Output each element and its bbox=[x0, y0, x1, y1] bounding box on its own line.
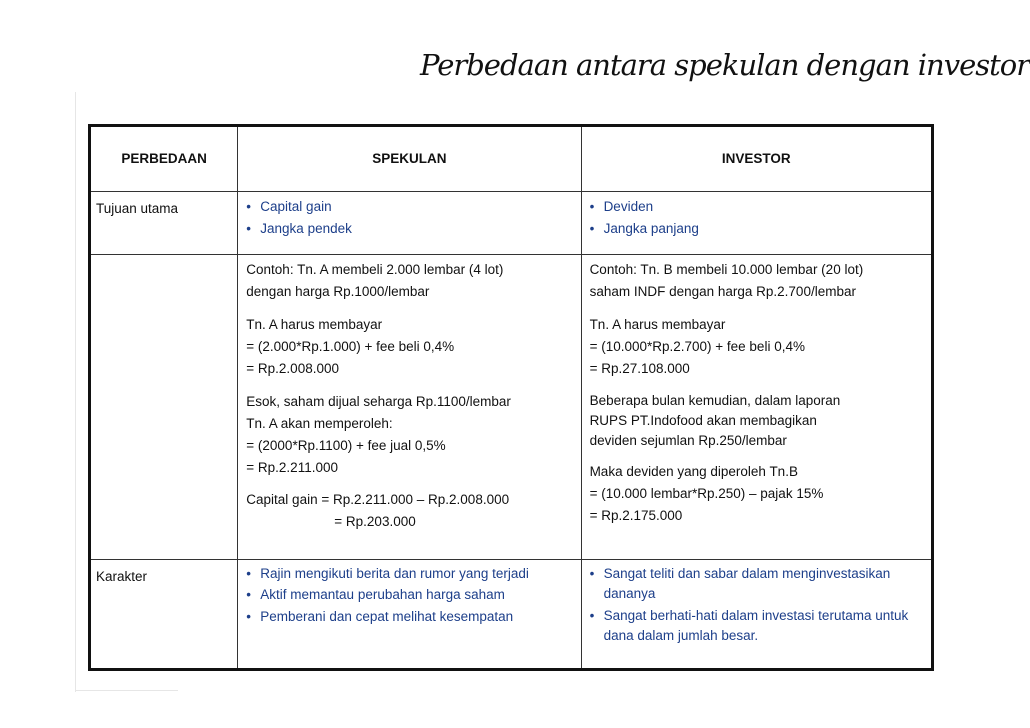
example-text: = (10.000*Rp.2.700) + fee beli 0,4% bbox=[589, 339, 805, 354]
slide-edge-line-bottom bbox=[75, 690, 178, 691]
example-text: dengan harga Rp.1000/lembar bbox=[246, 284, 430, 299]
example-text: = Rp.27.108.000 bbox=[589, 361, 690, 376]
example-text: Maka deviden yang diperoleh Tn.B bbox=[589, 464, 798, 479]
list-item: • Jangka panjang bbox=[590, 218, 923, 240]
row-tujuan-utama bbox=[90, 192, 933, 255]
list-item: • Jangka pendek bbox=[246, 218, 572, 240]
list-item: • Rajin mengikuti berita dan rumor yang terjadi bbox=[246, 564, 572, 584]
header-row bbox=[90, 126, 933, 192]
cell-contoh-spekulan bbox=[238, 255, 581, 560]
example-text: Tn. A akan memperoleh: bbox=[246, 416, 393, 431]
page-title: Perbedaan antara spekulan dengan investor bbox=[420, 48, 1030, 82]
example-text: deviden sejumlan Rp.250/lembar bbox=[589, 433, 787, 448]
example-text: Tn. A harus membayar bbox=[246, 317, 383, 332]
slide-edge-line bbox=[75, 92, 76, 692]
example-text: = Rp.2.175.000 bbox=[589, 508, 683, 523]
list-item: • Pemberani dan cepat melihat kesempatan bbox=[246, 606, 572, 628]
bullet-list bbox=[590, 564, 923, 646]
example-text: = Rp.203.000 bbox=[334, 514, 416, 529]
header-perbedaan: PERBEDAAN bbox=[90, 126, 238, 192]
list-item: • Sangat berhati-hati dalam investasi terutama untuk dana dalam jumlah besar. bbox=[590, 606, 923, 646]
example-text: Contoh: Tn. B membeli 10.000 lembar (20 lot) bbox=[589, 262, 864, 277]
list-item: • Aktif memantau perubahan harga saham bbox=[246, 584, 572, 606]
label-karakter: Karakter bbox=[90, 560, 238, 670]
example-text: Capital gain = Rp.2.211.000 – Rp.2.008.000 bbox=[246, 492, 510, 507]
example-text: saham INDF dengan harga Rp.2.700/lembar bbox=[589, 284, 856, 299]
example-text: Contoh: Tn. A membeli 2.000 lembar (4 lot) bbox=[246, 262, 504, 277]
example-text: = (2.000*Rp.1.000) + fee beli 0,4% bbox=[246, 339, 455, 354]
example-text: = Rp.2.008.000 bbox=[246, 361, 339, 376]
cell-tujuan-investor bbox=[581, 192, 932, 255]
list-item: • Sangat teliti dan sabar dalam menginvestasikan dananya bbox=[590, 564, 923, 604]
cell-karakter-investor bbox=[581, 560, 932, 670]
bullet-list bbox=[246, 564, 572, 628]
header-spekulan: SPEKULAN bbox=[238, 126, 581, 192]
label-tujuan-utama: Tujuan utama bbox=[90, 192, 238, 255]
bullet-list bbox=[246, 196, 572, 240]
row-contoh bbox=[90, 255, 933, 560]
comparison-table bbox=[88, 124, 934, 671]
example-text: = (10.000 lembar*Rp.250) – pajak 15% bbox=[589, 486, 824, 501]
row-karakter bbox=[90, 560, 933, 670]
list-item: • Deviden bbox=[590, 196, 923, 218]
label-empty bbox=[90, 255, 238, 560]
example-text: Esok, saham dijual seharga Rp.1100/lembar bbox=[246, 394, 511, 409]
cell-contoh-investor bbox=[581, 255, 932, 560]
example-text: Beberapa bulan kemudian, dalam laporan bbox=[589, 393, 841, 408]
cell-karakter-spekulan bbox=[238, 560, 581, 670]
list-item: • Capital gain bbox=[246, 196, 572, 218]
cell-tujuan-spekulan bbox=[238, 192, 581, 255]
bullet-list bbox=[590, 196, 923, 240]
header-investor: INVESTOR bbox=[581, 126, 932, 192]
example-text: Tn. A harus membayar bbox=[589, 317, 726, 332]
example-text: = Rp.2.211.000 bbox=[246, 460, 338, 475]
example-text: RUPS PT.Indofood akan membagikan bbox=[589, 413, 817, 428]
example-text: = (2000*Rp.1100) + fee jual 0,5% bbox=[246, 438, 446, 453]
